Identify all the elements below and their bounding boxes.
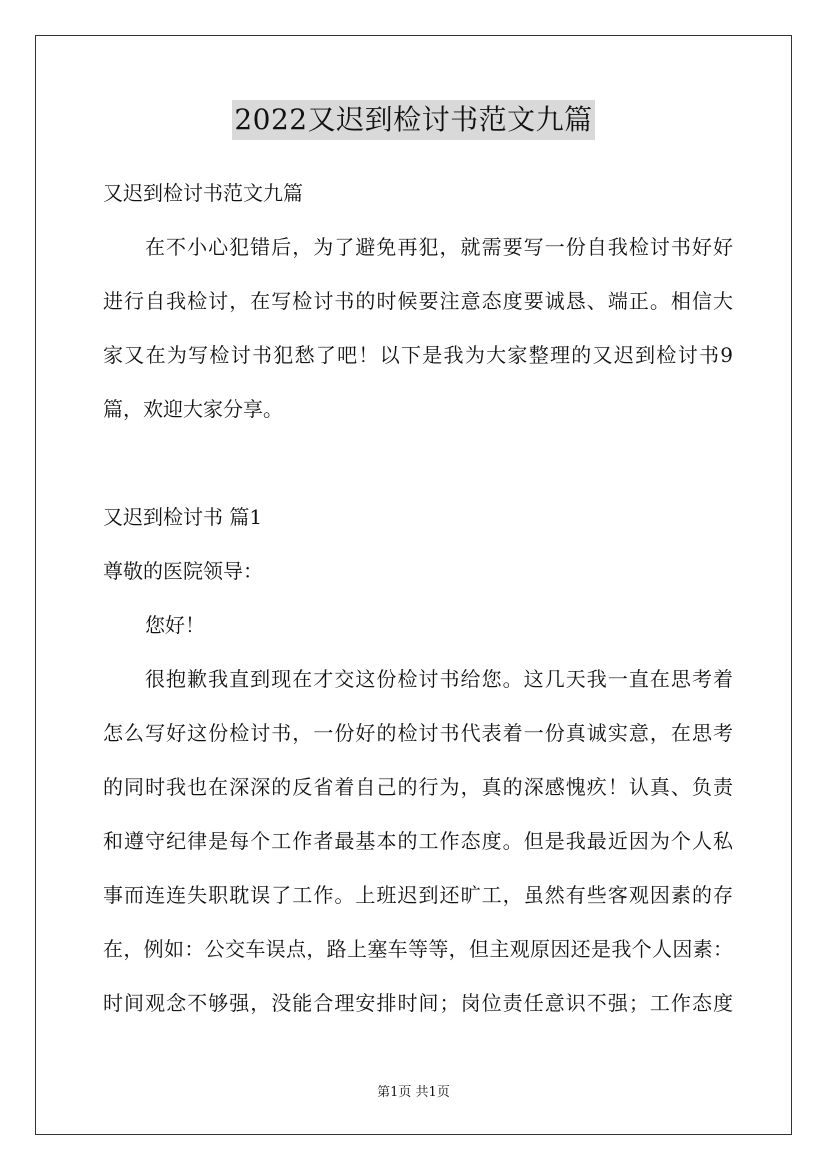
greeting: 您好！	[145, 613, 205, 637]
intro-line: 在不小心犯错后，为了避免再犯，就需要写一份自我检讨书好好	[145, 235, 733, 259]
body-line: 和遵守纪律是每个工作者最基本的工作态度。但是我最近因为个人私	[103, 829, 733, 853]
title-container	[0, 100, 827, 140]
intro-line: 家又在为写检讨书犯愁了吧！以下是我为大家整理的又迟到检讨书9	[103, 343, 733, 367]
page-footer	[0, 1084, 827, 1102]
page-number: 第1页 共1页	[377, 1085, 450, 1100]
section-heading: 又迟到检讨书 篇1	[103, 505, 263, 529]
document-title: 2022又迟到检讨书范文九篇	[232, 100, 594, 140]
body-line: 很抱歉我直到现在才交这份检讨书给您。这几天我一直在思考着	[145, 667, 733, 691]
intro-line: 进行自我检讨，在写检讨书的时候要注意态度要诚恳、端正。相信大	[103, 289, 733, 313]
document-subtitle: 又迟到检讨书范文九篇	[103, 181, 303, 205]
body-line: 的同时我也在深深的反省着自己的行为，真的深感愧疚！认真、负责	[103, 775, 733, 799]
paragraph-gap	[103, 436, 733, 490]
body-line: 在，例如：公交车误点，路上塞车等等，但主观原因还是我个人因素：	[103, 937, 733, 961]
body-line: 事而连连失职耽误了工作。上班迟到还旷工，虽然有些客观因素的存	[103, 883, 733, 907]
body-line: 时间观念不够强，没能合理安排时间；岗位责任意识不强；工作态度	[103, 991, 733, 1015]
body-line: 怎么写好这份检讨书，一份好的检讨书代表着一份真诚实意，在思考	[103, 721, 733, 745]
document-body	[103, 166, 733, 1030]
salutation: 尊敬的医院领导：	[103, 559, 263, 583]
intro-line: 篇，欢迎大家分享。	[103, 397, 283, 421]
